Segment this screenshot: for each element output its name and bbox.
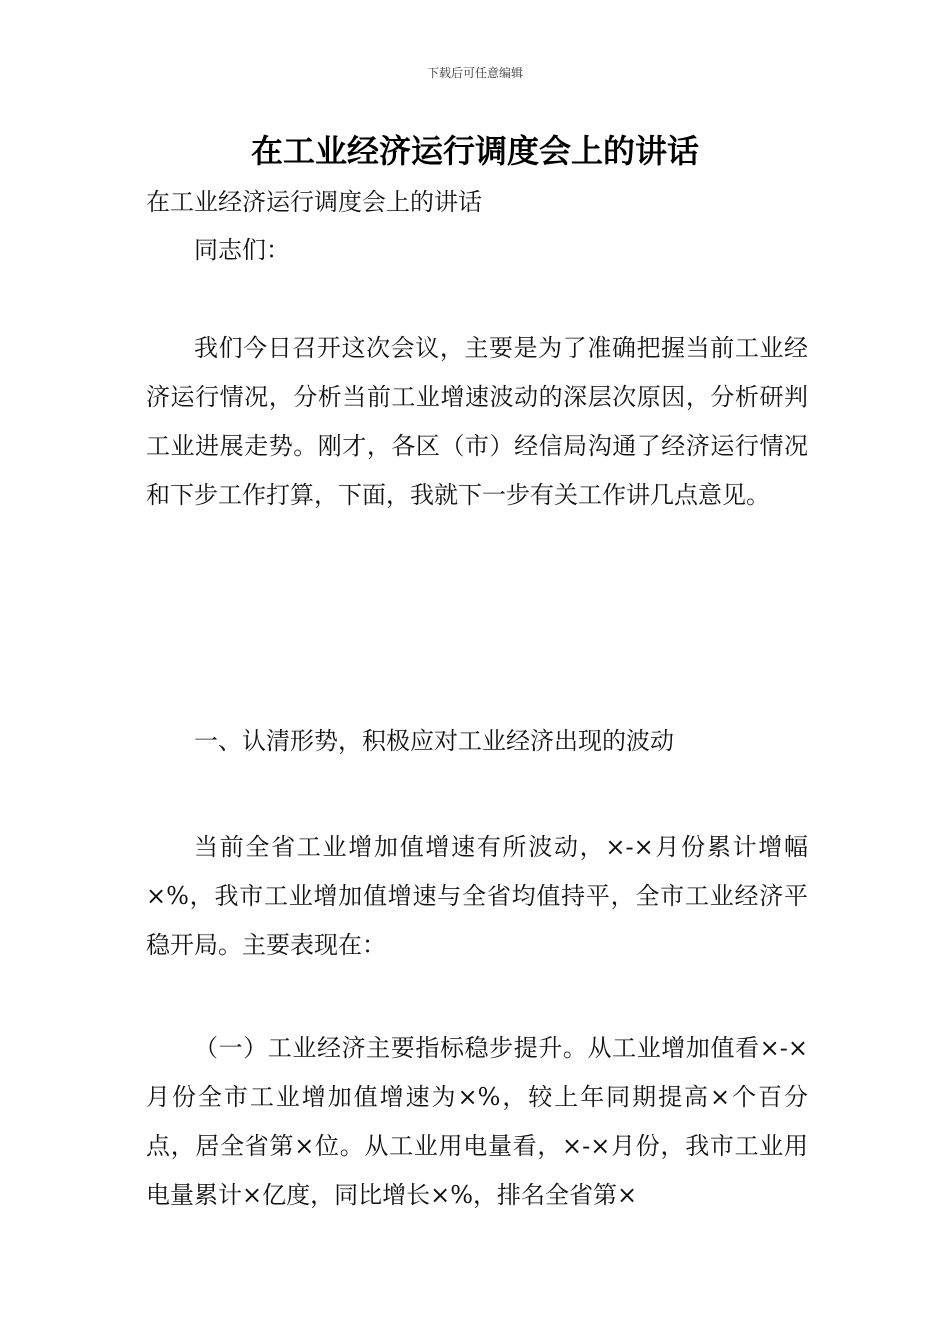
document-title: 在工业经济运行调度会上的讲话	[250, 132, 699, 170]
section-heading-1: 一、认清形势，积极应对工业经济出现的波动	[194, 727, 674, 755]
paragraph-indicators: （一）工业经济主要指标稳步提升。从工业增加值看×-×月份全市工业增加值增速为×%，较上年同期提高×个百分点，居全省第×位。从工业用电量看，×-×月份，我市工业用电量累计×亿度，同比增长×%，排名全省第×	[146, 1034, 808, 1209]
paragraph-situation: 当前全省工业增加值增速有所波动，×-×月份累计增幅×%，我市工业增加值增速与全省均值持平，全市工业经济平稳开局。主要表现在：	[146, 833, 808, 959]
header-note: 下载后可任意编辑	[426, 66, 523, 80]
salutation: 同志们：	[194, 236, 290, 264]
paragraph-intro: 我们今日召开这次会议，主要是为了准确把握当前工业经济运行情况，分析当前工业增速波动的深层次原因，分析研判工业进展走势。刚才，各区（市）经信局沟通了经济运行情况和下步工作打算，下面，我就下一步有关工作讲几点意见。	[146, 334, 808, 509]
document-subtitle: 在工业经济运行调度会上的讲话	[146, 188, 482, 216]
